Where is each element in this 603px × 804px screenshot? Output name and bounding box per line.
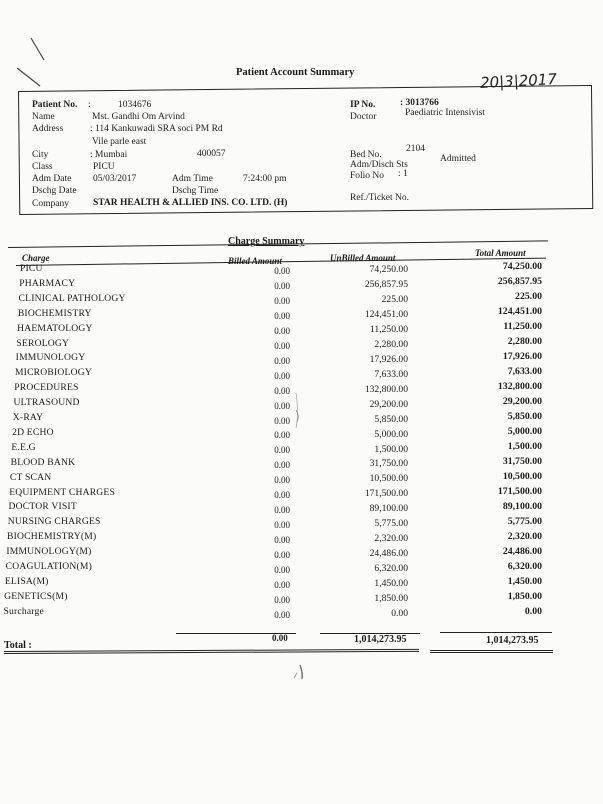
adm-date-label: Adm Date — [32, 174, 72, 184]
total-amount-cell: 10,500.00 — [502, 471, 542, 483]
table-row — [0, 412, 603, 427]
charge-name-cell: COAGULATION(M) — [5, 561, 93, 572]
total-amount-cell: 2,280.00 — [507, 336, 542, 348]
total-amount-cell: 1,850.00 — [507, 591, 542, 603]
table-row — [0, 352, 603, 367]
total-amount-cell: 1,500.00 — [507, 441, 542, 453]
billed-amount-cell: 0.00 — [274, 340, 290, 351]
total-amount-cell: 24,486.00 — [502, 546, 542, 558]
billed-amount-cell: 0.00 — [274, 385, 290, 396]
company-label: Company — [32, 199, 69, 209]
billed-amount-cell: 0.00 — [274, 280, 290, 291]
address-line2: Vile parle east — [92, 137, 147, 147]
city-value: : Mumbai — [90, 150, 128, 160]
charge-name-cell: ULTRASOUND — [13, 397, 80, 409]
billed-amount-cell: 0.00 — [274, 445, 290, 456]
total-amount-cell: 256,857.95 — [497, 276, 542, 288]
charge-name-cell: BIOCHEMISTRY(M) — [7, 531, 97, 543]
dschg-date-label: Dschg Date — [32, 186, 77, 196]
pin-value: 400057 — [197, 149, 226, 159]
total-amount-cell: 89,100.00 — [502, 501, 542, 513]
patient-no-sep: : — [88, 100, 91, 110]
patient-no-label: Patient No. — [32, 100, 78, 110]
billed-amount-cell: 0.00 — [274, 594, 290, 605]
unbilled-amount-cell: 132,800.00 — [364, 383, 408, 395]
charge-name-cell: HAEMATOLOGY — [17, 322, 93, 334]
charge-name-cell: IMMUNOLOGY — [15, 352, 86, 364]
unbilled-amount-cell: 17,926.00 — [369, 353, 408, 365]
table-row — [0, 442, 603, 457]
total-column-header: Total Amount — [475, 248, 526, 258]
billed-amount-cell: 0.00 — [274, 295, 290, 306]
unbilled-amount-cell: 5,000.00 — [374, 428, 408, 440]
total-amount-cell: 29,200.00 — [502, 396, 542, 408]
table-row — [0, 561, 603, 576]
charge-column-header: Charge — [22, 253, 50, 263]
unbilled-amount-cell: 5,850.00 — [374, 413, 408, 425]
unbilled-amount-cell: 89,100.00 — [369, 503, 408, 515]
billed-amount-cell: 0.00 — [274, 325, 290, 336]
total-amount-cell: 5,850.00 — [507, 411, 542, 423]
charge-name-cell: IMMUNOLOGY(M) — [6, 546, 92, 558]
unbilled-amount-cell: 10,500.00 — [369, 473, 408, 485]
table-row — [0, 382, 603, 397]
charge-name-cell: SEROLOGY — [16, 337, 70, 349]
charge-name-cell: CT SCAN — [9, 471, 52, 483]
table-row — [0, 397, 603, 412]
name-value: Mst. Gandhi Om Arvind — [92, 112, 185, 122]
total-amount-cell: 1,450.00 — [507, 576, 542, 588]
table-row — [0, 457, 603, 472]
company-value: STAR HEALTH & ALLIED INS. CO. LTD. (H) — [93, 198, 288, 208]
bed-no-label: Bed No. — [350, 150, 382, 160]
adm-time-value: 7:24:00 pm — [243, 174, 287, 184]
charge-name-cell: X-RAY — [12, 412, 44, 423]
table-row — [0, 516, 603, 531]
table-row — [0, 576, 603, 591]
bed-no-value: 2104 — [406, 144, 425, 154]
billed-amount-cell: 0.00 — [274, 505, 290, 516]
charge-name-cell: 2D ECHO — [12, 426, 54, 438]
total-amount-cell: 5,775.00 — [507, 516, 542, 528]
total-amount-cell: 2,320.00 — [507, 531, 542, 543]
billed-amount-cell: 0.00 — [274, 550, 290, 561]
unbilled-amount-cell: 0.00 — [391, 608, 408, 620]
dschg-time-label: Dschg Time — [172, 186, 219, 196]
unbilled-amount-cell: 1,850.00 — [374, 593, 408, 605]
folio-no-label: Folio No — [350, 171, 385, 181]
class-value: PICU — [93, 162, 115, 172]
table-row — [0, 591, 603, 606]
billed-column-header: Billed Amount — [228, 256, 282, 266]
total-unbilled: 1,014,273.95 — [354, 634, 407, 645]
unbilled-amount-cell: 1,450.00 — [374, 578, 408, 590]
ip-no-label: IP No. — [350, 100, 376, 110]
adm-date-value: 05/03/2017 — [93, 174, 137, 184]
billed-amount-cell: 0.00 — [274, 415, 290, 426]
charge-name-cell: DOCTOR VISIT — [8, 501, 77, 513]
total-amount-cell: 132,800.00 — [497, 381, 542, 393]
total-amount-cell: 5,000.00 — [507, 426, 542, 438]
address-label: Address — [32, 124, 64, 134]
unbilled-amount-cell: 7,633.00 — [374, 368, 408, 380]
table-row — [0, 427, 603, 442]
billed-amount-cell: 0.00 — [274, 520, 290, 531]
charge-name-cell: PHARMACY — [19, 277, 76, 289]
total-amount-cell: 7,633.00 — [507, 366, 542, 378]
unbilled-amount-cell: 256,857.95 — [364, 278, 408, 290]
table-row — [0, 501, 603, 516]
charge-name-cell: GENETICS(M) — [4, 590, 68, 602]
total-label: Total : — [4, 640, 32, 651]
charge-name-cell: BIOCHEMISTRY — [17, 307, 92, 319]
address-line1: : 114 Kankuwadi SRA soci PM Rd — [90, 124, 223, 134]
unbilled-amount-cell: 225.00 — [381, 293, 408, 305]
table-row — [0, 472, 603, 487]
total-amount-cell: 31,750.00 — [502, 456, 542, 468]
billed-amount-cell: 0.00 — [274, 460, 290, 471]
billed-amount-cell: 0.00 — [274, 579, 290, 590]
unbilled-amount-cell: 31,750.00 — [369, 458, 408, 470]
table-row — [0, 606, 603, 621]
total-amount-cell: 171,500.00 — [497, 486, 542, 498]
charge-name-cell: BLOOD BANK — [10, 456, 76, 468]
charge-name-cell: E.E.G — [11, 441, 36, 453]
unbilled-amount-cell: 29,200.00 — [369, 398, 408, 410]
total-amount-cell: 124,451.00 — [497, 306, 542, 318]
total-amount-cell: 11,250.00 — [503, 321, 542, 333]
total-amount-cell: 225.00 — [515, 291, 542, 303]
ip-no-value: : 3013766 — [400, 98, 439, 108]
total-total: 1,014,273.95 — [486, 635, 539, 646]
billed-amount-cell: 0.00 — [274, 400, 290, 411]
charge-name-cell: ELISA(M) — [4, 575, 49, 587]
charge-name-cell: MICROBIOLOGY — [14, 367, 92, 379]
billed-amount-cell: 0.00 — [274, 430, 290, 441]
adm-time-label: Adm Time — [172, 174, 213, 184]
billed-amount-cell: 0.00 — [274, 609, 290, 620]
total-amount-cell: 0.00 — [524, 606, 542, 618]
total-amount-cell: 6,320.00 — [507, 561, 542, 573]
billed-amount-cell: 0.00 — [274, 490, 290, 501]
billed-amount-cell: 0.00 — [274, 370, 290, 381]
total-amount-cell: 74,250.00 — [502, 261, 542, 272]
total-rule-total — [440, 632, 552, 633]
handwritten-date: 20|3|2017 — [479, 69, 558, 93]
document-title: Patient Account Summary — [236, 67, 355, 78]
unbilled-amount-cell: 2,320.00 — [374, 533, 408, 545]
table-row — [0, 546, 603, 561]
total-billed: 0.00 — [272, 633, 288, 643]
ref-ticket-label: Ref./Ticket No. — [350, 193, 410, 203]
charge-name-cell: Surcharge — [3, 605, 44, 617]
billed-amount-cell: 0.00 — [274, 475, 290, 486]
unbilled-amount-cell: 6,320.00 — [374, 563, 408, 575]
billed-amount-cell: 0.00 — [274, 535, 290, 546]
charge-name-cell: NURSING CHARGES — [7, 516, 101, 528]
billed-amount-cell: 0.00 — [274, 355, 290, 366]
total-amount-cell: 17,926.00 — [502, 351, 542, 363]
unbilled-amount-cell: 5,775.00 — [374, 518, 408, 530]
folio-no-value: : 1 — [398, 169, 408, 179]
class-label: Class — [32, 162, 53, 172]
doctor-label: Doctor — [350, 112, 377, 122]
adm-disch-label: Adm/Disch Sts — [350, 160, 408, 170]
city-label: City — [32, 150, 49, 160]
unbilled-amount-cell: 2,280.00 — [374, 338, 408, 350]
adm-disch-value: Admitted — [440, 154, 476, 164]
unbilled-column-header: UnBilled Amount — [330, 253, 396, 263]
charge-name-cell: EQUIPMENT CHARGES — [9, 486, 116, 498]
billed-amount-cell: 0.00 — [274, 310, 290, 321]
total-double-rule-right — [430, 650, 553, 653]
patient-no-value: 1034676 — [118, 100, 152, 110]
table-row — [0, 531, 603, 546]
name-label: Name — [32, 112, 55, 122]
unbilled-amount-cell: 11,250.00 — [369, 323, 408, 335]
charge-name-cell: PICU — [20, 263, 43, 274]
unbilled-amount-cell: 124,451.00 — [364, 308, 408, 320]
charge-name-cell: CLINICAL PATHOLOGY — [18, 292, 126, 304]
charge-name-cell: PROCEDURES — [14, 382, 79, 394]
billed-amount-cell: 0.00 — [274, 565, 290, 575]
table-row — [0, 367, 603, 382]
billed-amount-cell: 0.00 — [274, 266, 290, 276]
doctor-value: Paediatric Intensivist — [405, 108, 485, 118]
unbilled-amount-cell: 24,486.00 — [369, 548, 408, 560]
charge-summary-title: Charge Summary — [228, 236, 305, 247]
unbilled-amount-cell: 74,250.00 — [369, 264, 408, 275]
unbilled-amount-cell: 1,500.00 — [374, 443, 408, 455]
table-row — [0, 487, 603, 502]
unbilled-amount-cell: 171,500.00 — [364, 488, 408, 500]
